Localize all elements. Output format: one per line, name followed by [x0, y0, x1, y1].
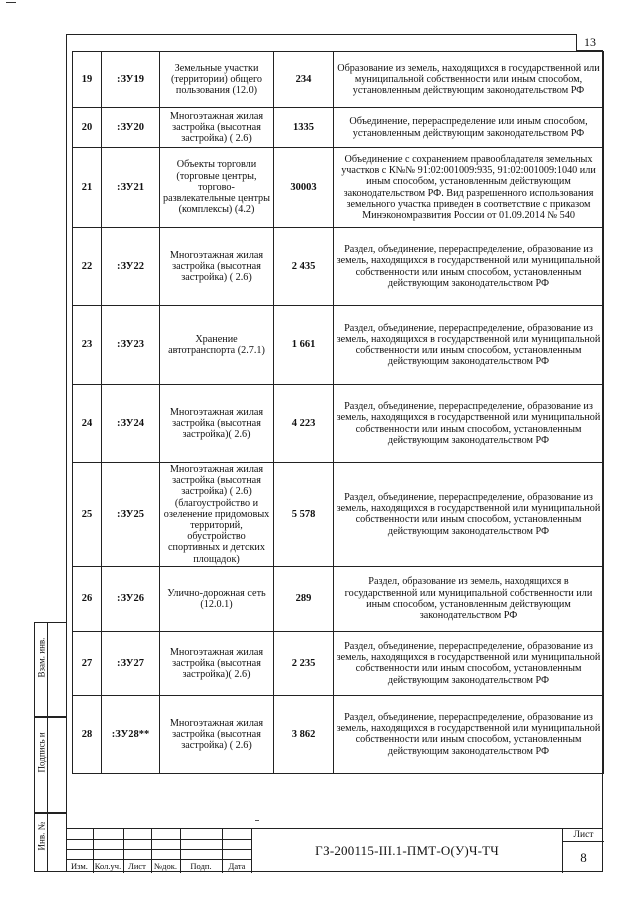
cap-izm: Изм. [71, 861, 88, 871]
plot-code: :ЗУ20 [102, 108, 160, 148]
permitted-use: Многоэтажная жилая застройка (высотная застройка)( 2.6) [160, 631, 274, 695]
cap-ndok: №док. [154, 861, 177, 871]
row-number: 23 [73, 306, 102, 385]
plot-code: :ЗУ26 [102, 566, 160, 631]
row-number: 27 [73, 631, 102, 695]
plot-code: :ЗУ21 [102, 148, 160, 228]
formation-method: Образование из земель, находящихся в государственной или муниципальной собственности или иным способом, установленным действующим законодательством РФ [334, 52, 604, 108]
land-plots-table [72, 51, 604, 774]
inv-label: Инв. № [36, 821, 47, 850]
plot-area: 30003 [274, 148, 334, 228]
table-row [73, 695, 604, 773]
plot-code: :ЗУ25 [102, 463, 160, 567]
table-row [73, 148, 604, 228]
formation-method: Объединение с сохранением правообладателя земельных участков с К№№ 91:02:001009:935, 91:02:001009:1040 или иным способом, установленным действующим законодательством РФ. Вид разрешенного использования земельного участка приведен в соответствие с приказом Минэкономразвития России от 01.09.2014 № 540 [334, 148, 604, 228]
row-number: 22 [73, 228, 102, 306]
document-code: ГЗ-200115-III.1-ПМТ-О(У)Ч-ТЧ [315, 843, 499, 858]
formation-method: Раздел, объединение, перераспределение, образование из земель, находящихся в государственной или муниципальной собственности или иным способом, установленным действующим законодательством РФ [334, 306, 604, 385]
permitted-use: Многоэтажная жилая застройка (высотная застройка)( 2.6) [160, 385, 274, 463]
formation-method: Раздел, объединение, перераспределение, образование из земель, находящихся в государственной или муниципальной собственности или иным способом, установленным действующим законодательством РФ [334, 631, 604, 695]
row-number: 24 [73, 385, 102, 463]
plot-code: :ЗУ28** [102, 695, 160, 773]
plot-area: 4 223 [274, 385, 334, 463]
plot-area: 289 [274, 566, 334, 631]
table-row [73, 631, 604, 695]
formation-method: Раздел, образование из земель, находящихся в государственной или муниципальной собственности или иным способом, установленным действующим законодательством РФ [334, 566, 604, 631]
permitted-use: Многоэтажная жилая застройка (высотная застройка) ( 2.6) [160, 695, 274, 773]
row-number: 26 [73, 566, 102, 631]
title-block [66, 828, 603, 872]
row-number: 21 [73, 148, 102, 228]
corner-mark [6, 2, 16, 3]
permitted-use: Многоэтажная жилая застройка (высотная застройка) ( 2.6) [160, 228, 274, 306]
table-row [73, 385, 604, 463]
table-row [73, 108, 604, 148]
vzam-label: Взам. инв. [36, 637, 47, 677]
formation-method: Раздел, объединение, перераспределение, образование из земель, находящихся в государственной или муниципальной собственности или иным способом, установленным действующим законодательством РФ [334, 385, 604, 463]
row-number: 25 [73, 463, 102, 567]
page-corner-number: 13 [576, 34, 603, 51]
formation-method: Раздел, объединение, перераспределение, образование из земель, находящихся в государственной или муниципальной собственности или иным способом, установленным действующим законодательством РФ [334, 463, 604, 567]
formation-method: Объединение, перераспределение или иным способом, установленным действующим законодательством РФ [334, 108, 604, 148]
table-row [73, 228, 604, 306]
table-row [73, 566, 604, 631]
plot-area: 5 578 [274, 463, 334, 567]
permitted-use: Многоэтажная жилая застройка (высотная застройка) ( 2.6) (благоустройство и озеленение придомовых территорий, обустройство спортивных и детских площадок) [160, 463, 274, 567]
plot-area: 1 661 [274, 306, 334, 385]
table-row [73, 463, 604, 567]
plot-code: :ЗУ24 [102, 385, 160, 463]
plot-area: 1335 [274, 108, 334, 148]
cap-data: Дата [228, 861, 246, 871]
cap-kol-uch: Кол.уч. [94, 861, 122, 871]
tick-mark [255, 820, 259, 821]
side-stamp-inv [34, 813, 66, 872]
plot-code: :ЗУ23 [102, 306, 160, 385]
side-stamp-vzam [34, 622, 66, 717]
cap-podp: Подп. [190, 861, 212, 871]
formation-method: Раздел, объединение, перераспределение, образование из земель, находящихся в государственной или муниципальной собственности или иным способом, установленным действующим законодательством РФ [334, 228, 604, 306]
row-number: 28 [73, 695, 102, 773]
podpis-label: Подпись и [36, 732, 47, 773]
plot-code: :ЗУ22 [102, 228, 160, 306]
plot-area: 3 862 [274, 695, 334, 773]
permitted-use: Многоэтажная жилая застройка (высотная застройка) ( 2.6) [160, 108, 274, 148]
plot-code: :ЗУ27 [102, 631, 160, 695]
sheet-box [562, 829, 603, 873]
cap-list: Лист [128, 861, 146, 871]
row-number: 20 [73, 108, 102, 148]
plot-code: :ЗУ19 [102, 52, 160, 108]
plot-area: 234 [274, 52, 334, 108]
plot-area: 2 435 [274, 228, 334, 306]
permitted-use: Земельные участки (территории) общего пользования (12.0) [160, 52, 274, 108]
revision-grid [66, 829, 252, 873]
permitted-use: Объекты торговли (торговые центры, торгово-развлекательные центры (комплексы) (4.2) [160, 148, 274, 228]
table-row [73, 306, 604, 385]
row-number: 19 [73, 52, 102, 108]
table-row [73, 52, 604, 108]
formation-method: Раздел, объединение, перераспределение, образование из земель, находящихся в государственной или муниципальной собственности или иным способом, установленным действующим законодательством РФ [334, 695, 604, 773]
plot-area: 2 235 [274, 631, 334, 695]
side-stamp-podpis [34, 717, 66, 813]
permitted-use: Хранение автотранспорта (2.7.1) [160, 306, 274, 385]
sheet-label: Лист [563, 829, 604, 842]
sheet-number: 8 [580, 850, 587, 865]
permitted-use: Улично-дорожная сеть (12.0.1) [160, 566, 274, 631]
